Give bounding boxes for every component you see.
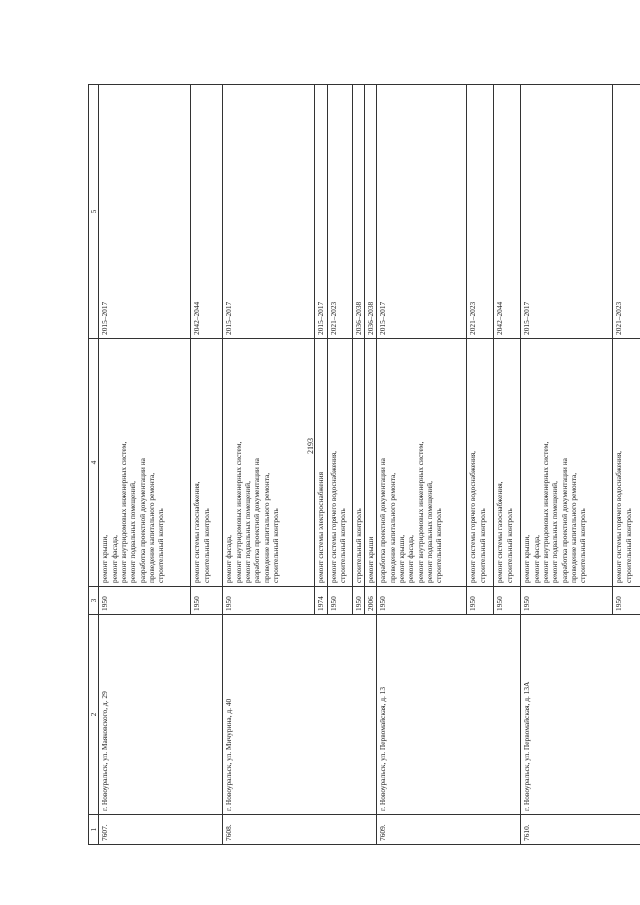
- period-cell: 2042–2044: [191, 85, 223, 339]
- works-cell: [521, 339, 613, 587]
- work-item: строительный контроль: [578, 508, 588, 583]
- period-cell: 2015–2017: [99, 85, 191, 339]
- row-number-cell: 7608.: [223, 815, 377, 845]
- period-cell: 2015–2017: [315, 85, 327, 339]
- register-table-wrapper: [88, 85, 633, 845]
- work-item: строительный контроль: [353, 508, 363, 583]
- period-cell: 2042–2044: [494, 85, 521, 339]
- register-table: [88, 84, 640, 845]
- period-cell: 2021–2023: [327, 85, 352, 339]
- work-item: строительный контроль: [434, 508, 444, 583]
- period-cell: 2021–2023: [467, 85, 494, 339]
- works-cell: [223, 339, 315, 587]
- year-cell: 1950: [521, 587, 613, 615]
- work-item: строительный контроль: [201, 508, 211, 583]
- work-item: строительный контроль: [477, 508, 487, 583]
- works-cell: [613, 339, 640, 587]
- period-cell: 2036–2038: [364, 85, 376, 339]
- work-item: ремонт подвальных помещений,: [550, 481, 560, 583]
- period-cell: 2021–2023: [613, 85, 640, 339]
- work-item: ремонт подвальных помещений,: [128, 481, 138, 583]
- column-header-4: 4: [89, 339, 99, 587]
- work-item: строительный контроль: [156, 508, 166, 583]
- works-cell: [467, 339, 494, 587]
- work-item: ремонт системы газоснабжения,: [192, 481, 202, 583]
- work-item: ремонт внутридомовых инженерных систем,: [540, 441, 550, 583]
- row-number-cell: 7609.: [377, 815, 521, 845]
- period-cell: 2036–2038: [352, 85, 364, 339]
- column-header-1: 1: [89, 815, 99, 845]
- work-item: строительный контроль: [504, 508, 514, 583]
- table-row: [223, 85, 315, 845]
- work-item: ремонт внутридомовых инженерных систем,: [118, 441, 128, 583]
- work-item: ремонт крыши,: [396, 534, 406, 583]
- row-number-cell: 7610.: [521, 815, 640, 845]
- work-item: проведение капитального ремонта,: [568, 472, 578, 583]
- work-item: ремонт крыши,: [100, 534, 110, 583]
- work-item: ремонт системы горячего водоснабжения,: [468, 450, 478, 583]
- work-item: разработка проектной документации на: [137, 458, 147, 583]
- works-cell: [315, 339, 327, 587]
- work-item: разработка проектной документации на: [252, 458, 262, 583]
- work-item: ремонт подвальных помещений,: [424, 481, 434, 583]
- address-cell: г. Новоуральск, ул. Мичурина, д. 40: [223, 615, 377, 815]
- year-cell: 1950: [467, 587, 494, 615]
- work-item: ремонт системы электроснабжения: [316, 472, 326, 583]
- works-cell: [191, 339, 223, 587]
- work-item: ремонт фасада,: [109, 535, 119, 583]
- works-cell: [352, 339, 364, 587]
- work-item: ремонт фасада,: [224, 535, 234, 583]
- address-cell: г. Новоуральск, ул. Первомайская, д. 13А: [521, 615, 640, 815]
- work-item: ремонт крыши,: [522, 534, 532, 583]
- works-cell: [327, 339, 352, 587]
- row-number-cell: 7607.: [99, 815, 223, 845]
- work-item: ремонт подвальных помещений,: [242, 481, 252, 583]
- table-row: [99, 85, 191, 845]
- year-cell: 1974: [315, 587, 327, 615]
- year-cell: 1950: [377, 587, 467, 615]
- work-item: разработка проектной документации на: [559, 458, 569, 583]
- year-cell: 1950: [613, 587, 640, 615]
- work-item: ремонт фасада,: [406, 535, 416, 583]
- column-header-3: 3: [89, 587, 99, 615]
- year-cell: 1950: [99, 587, 191, 615]
- table-row: [377, 85, 467, 845]
- column-header-5: 5: [89, 85, 99, 339]
- table-row: [521, 85, 613, 845]
- work-item: ремонт системы горячего водоснабжения,: [328, 450, 338, 583]
- work-item: ремонт системы газоснабжения,: [495, 481, 505, 583]
- works-cell: [377, 339, 467, 587]
- work-item: ремонт фасада,: [531, 535, 541, 583]
- work-item: ремонт внутридомовых инженерных систем,: [415, 441, 425, 583]
- column-header-2: 2: [89, 615, 99, 815]
- year-cell: 1950: [223, 587, 315, 615]
- work-item: строительный контроль: [623, 508, 633, 583]
- year-cell: 1950: [494, 587, 521, 615]
- page-number: 2193: [306, 438, 315, 454]
- table-header: [89, 85, 99, 845]
- address-cell: г. Новоуральск, ул. Первомайская, д. 13: [377, 615, 521, 815]
- year-cell: 1950: [352, 587, 364, 615]
- work-item: ремонт системы горячего водоснабжения,: [614, 450, 624, 583]
- work-item: разработка проектной документации на: [378, 458, 388, 583]
- header-row: [89, 85, 99, 845]
- work-item: ремонт внутридомовых инженерных систем,: [233, 441, 243, 583]
- work-item: строительный контроль: [270, 508, 280, 583]
- works-cell: [99, 339, 191, 587]
- period-cell: 2015–2017: [223, 85, 315, 339]
- period-cell: 2015–2017: [521, 85, 613, 339]
- address-cell: г. Новоуральск, ул. Маяковского, д. 29: [99, 615, 223, 815]
- period-cell: 2015–2017: [377, 85, 467, 339]
- work-item: проведение капитального ремонта,: [387, 472, 397, 583]
- work-item: ремонт крыши: [365, 536, 375, 583]
- year-cell: 1950: [191, 587, 223, 615]
- table-body: [99, 85, 640, 845]
- year-cell: 1950: [327, 587, 352, 615]
- works-cell: [494, 339, 521, 587]
- work-item: проведение капитального ремонта,: [146, 472, 156, 583]
- work-item: строительный контроль: [337, 508, 347, 583]
- work-item: проведение капитального ремонта,: [261, 472, 271, 583]
- year-cell: 2006: [364, 587, 376, 615]
- works-cell: [364, 339, 376, 587]
